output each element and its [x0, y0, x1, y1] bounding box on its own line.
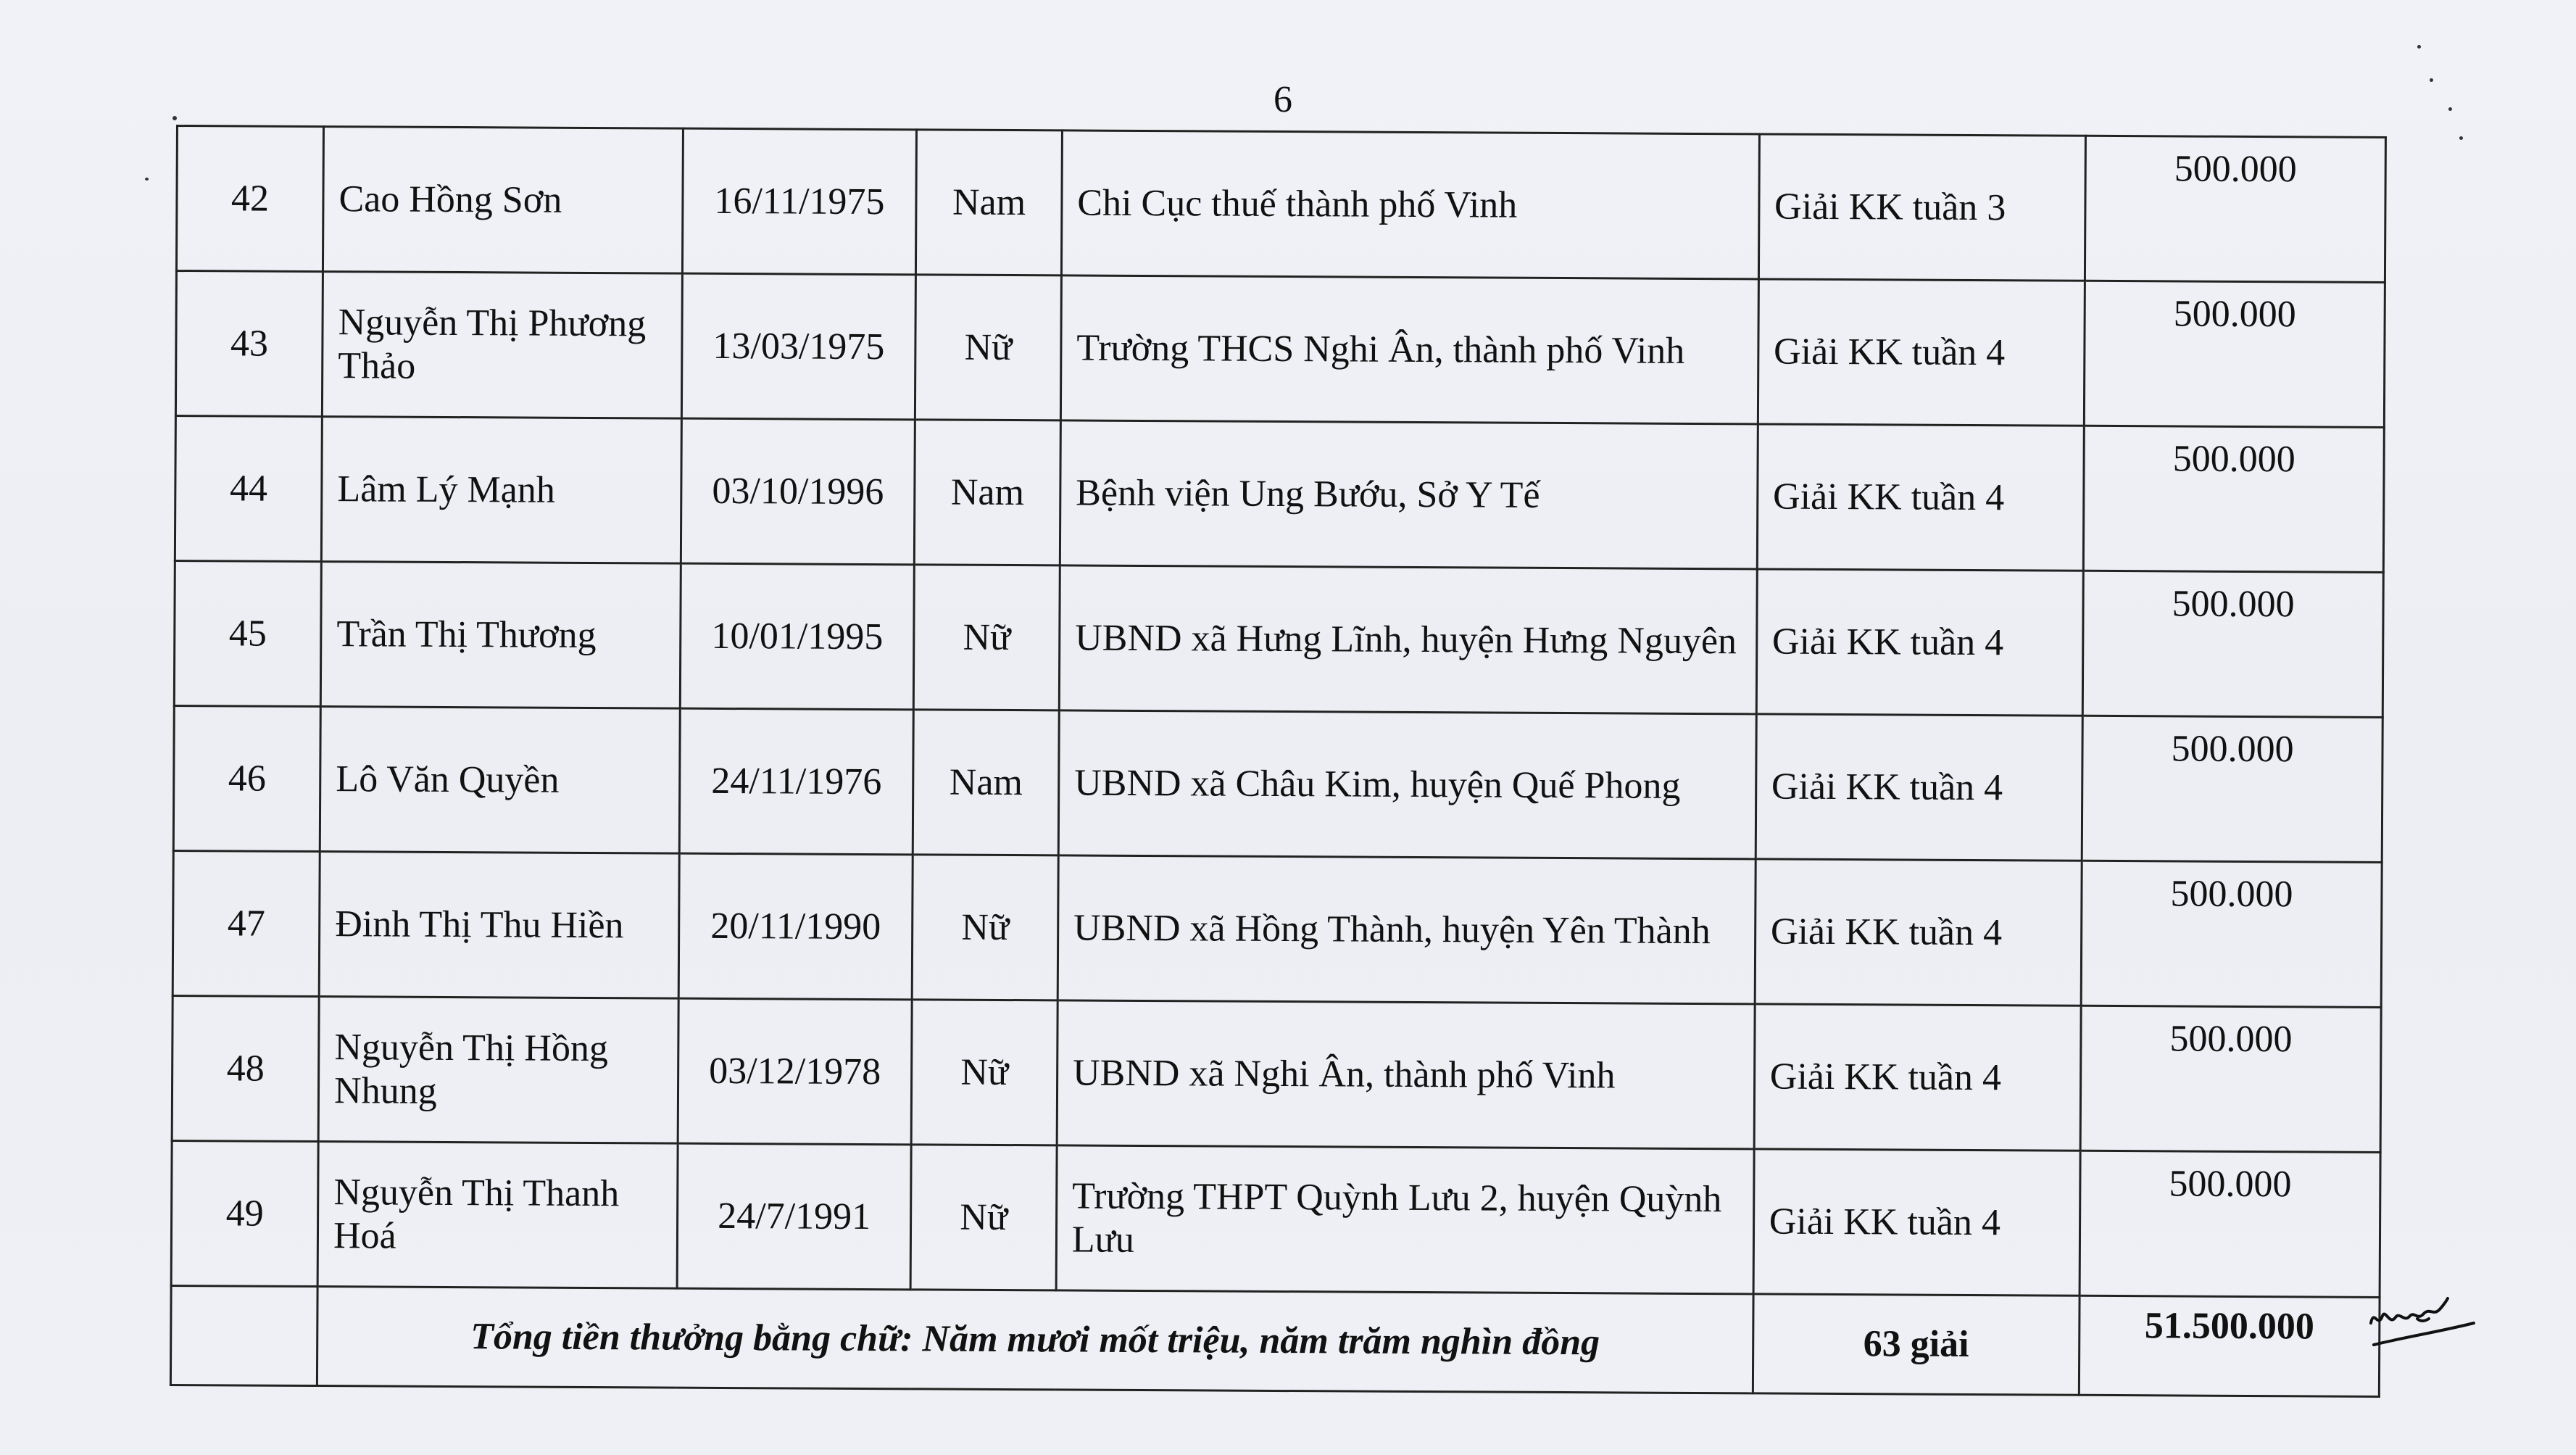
table-row [173, 705, 2382, 862]
cell-gender: Nữ [914, 565, 1060, 710]
cell-full-name: Nguyễn Thị Phương Thảo [323, 272, 683, 419]
cell-prize: Giải KK tuần 4 [1758, 279, 2085, 426]
cell-date-of-birth: 24/7/1991 [677, 1143, 912, 1290]
cell-gender: Nữ [912, 1000, 1058, 1145]
cell-prize: Giải KK tuần 4 [1754, 1004, 2081, 1151]
cell-stt: 47 [173, 850, 320, 996]
scan-speck [2430, 78, 2433, 82]
cell-workplace: Trường THPT Quỳnh Lưu 2, huyện Quỳnh Lưu [1056, 1145, 1754, 1294]
cell-gender: Nữ [915, 275, 1062, 420]
cell-prize: Giải KK tuần 4 [1753, 1149, 2080, 1296]
cell-stt: 45 [174, 560, 321, 706]
cell-workplace: Trường THCS Nghi Ân, thành phố Vinh [1060, 275, 1758, 424]
cell-stt: 43 [175, 271, 323, 417]
cell-gender: Nữ [913, 855, 1059, 1000]
cell-amount: 500.000 [2084, 281, 2385, 427]
awards-table [170, 125, 2387, 1398]
cell-amount: 500.000 [2082, 716, 2382, 862]
cell-date-of-birth: 13/03/1975 [681, 273, 916, 420]
signature-mark [2367, 1294, 2475, 1359]
cell-prize: Giải KK tuần 4 [1757, 424, 2084, 571]
total-row [170, 1285, 2380, 1396]
cell-date-of-birth: 03/12/1978 [678, 998, 913, 1145]
cell-full-name: Trần Thị Thương [320, 562, 681, 709]
cell-amount: 500.000 [2080, 1151, 2380, 1297]
cell-prize: Giải KK tuần 4 [1756, 714, 2082, 861]
cell-prize: Giải KK tuần 4 [1755, 859, 2082, 1006]
scan-speck [2448, 107, 2452, 111]
cell-prize: Giải KK tuần 3 [1758, 134, 2085, 281]
cell-date-of-birth: 20/11/1990 [678, 853, 913, 1000]
page-number: 6 [1274, 79, 1292, 120]
cell-full-name: Cao Hồng Sơn [323, 127, 684, 274]
cell-amount: 500.000 [2085, 136, 2385, 282]
cell-workplace: Chi Cục thuế thành phố Vinh [1061, 130, 1759, 279]
table-row [175, 416, 2384, 573]
table-row [175, 271, 2385, 428]
total-empty-cell [170, 1285, 317, 1385]
cell-full-name: Lô Văn Quyền [320, 707, 680, 854]
cell-date-of-birth: 10/01/1995 [680, 563, 915, 710]
scan-speck [173, 116, 177, 120]
cell-stt: 48 [172, 995, 319, 1141]
total-prize-count: 63 giải [1753, 1294, 2080, 1395]
cell-amount: 500.000 [2080, 1006, 2381, 1152]
scan-speck [2417, 45, 2421, 49]
table-row [174, 560, 2383, 717]
cell-gender: Nam [913, 710, 1060, 855]
scan-speck [145, 178, 149, 181]
cell-workplace: Bệnh viện Ung Bướu, Sở Y Tế [1060, 420, 1758, 569]
cell-date-of-birth: 03/10/1996 [681, 418, 915, 565]
awards-table-body [170, 126, 2385, 1397]
cell-stt: 44 [175, 416, 322, 562]
cell-prize: Giải KK tuần 4 [1756, 569, 2083, 716]
cell-date-of-birth: 24/11/1976 [679, 708, 914, 855]
table-row [171, 1140, 2380, 1297]
cell-amount: 500.000 [2083, 426, 2384, 572]
cell-full-name: Nguyễn Thị Thanh Hoá [317, 1142, 678, 1289]
cell-full-name: Nguyễn Thị Hồng Nhung [318, 997, 678, 1144]
total-in-words: Tổng tiền thưởng bằng chữ: Năm mươi mốt triệu, năm trăm nghìn đồng [317, 1287, 1753, 1393]
cell-workplace: UBND xã Hồng Thành, huyện Yên Thành [1058, 855, 1756, 1004]
table-row [173, 850, 2382, 1007]
scan-speck [2459, 136, 2463, 140]
cell-workplace: UBND xã Châu Kim, huyện Quế Phong [1058, 710, 1756, 859]
cell-amount: 500.000 [2081, 861, 2382, 1007]
cell-gender: Nam [915, 420, 1061, 565]
total-amount: 51.500.000 [2079, 1296, 2380, 1396]
cell-workplace: UBND xã Hưng Lĩnh, huyện Hưng Nguyên [1059, 565, 1757, 714]
table-row [176, 126, 2385, 283]
cell-full-name: Đinh Thị Thu Hiền [319, 852, 679, 999]
cell-date-of-birth: 16/11/1975 [682, 128, 917, 275]
cell-gender: Nam [916, 130, 1063, 275]
cell-stt: 49 [171, 1140, 318, 1286]
cell-amount: 500.000 [2082, 571, 2383, 717]
cell-full-name: Lâm Lý Mạnh [321, 417, 681, 564]
table-row [172, 995, 2381, 1152]
cell-stt: 46 [173, 705, 320, 851]
cell-stt: 42 [176, 126, 323, 272]
cell-workplace: UBND xã Nghi Ân, thành phố Vinh [1057, 1000, 1755, 1149]
cell-gender: Nữ [910, 1145, 1057, 1290]
